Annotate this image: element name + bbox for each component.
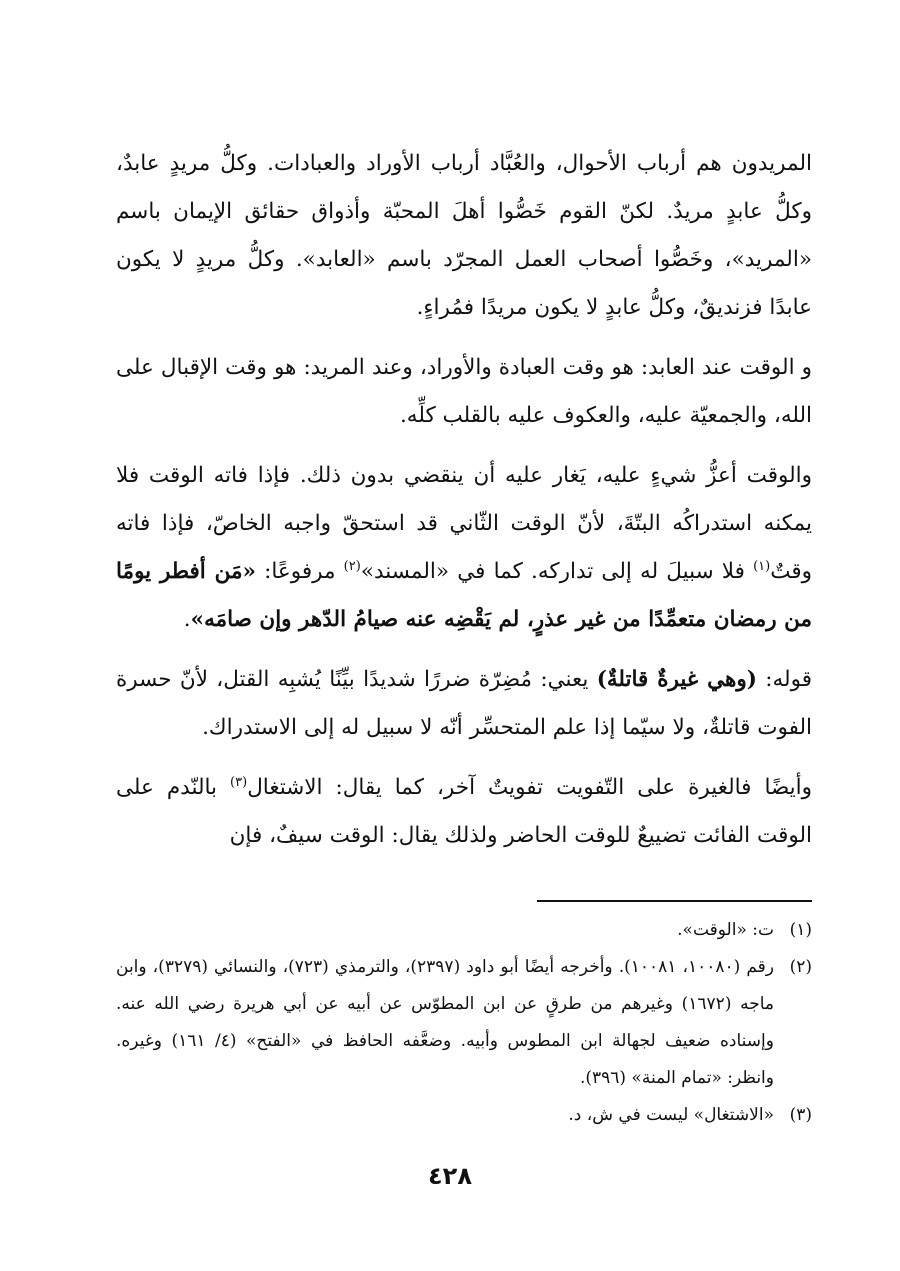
footnote-1 [116,912,812,949]
footnote-1-number: (١) [789,920,812,940]
paragraph-5 [116,764,812,860]
footnote-divider [537,900,812,902]
paragraph-3 [116,452,812,644]
paragraph-3-text-a: والوقت أعزُّ شيءٍ عليه، يَغار عليه أن ينقضي بدون ذلك. فإذا فاته الوقت فلا يمكنه استدراكُه البتّةَ، لأنّ الوقت الثّاني قد استحقّ واجبه الخاصّ، فإذا فاته وقتٌ [116,463,812,584]
footnote-3 [116,1097,812,1134]
footnote-ref-2[interactable]: (٢) [343,559,361,574]
footnote-ref-3[interactable]: (٣) [230,775,248,790]
footnotes-section [116,912,812,1134]
paragraph-4-text: يعني: مُضِرّة ضررًا شديدًا بيِّنًا يُشبِه القتل، لأنّ حسرة الفوت قاتلةٌ، ولا سيّما إذا علم المتحسِّر أنّه لا سبيل له إلى الاستدراك. [116,667,812,740]
paragraph-2 [116,344,812,440]
quoted-phrase: (وهي غيرةٌ قاتلةٌ) [596,667,757,692]
page-number: ٤٢٨ [428,1162,472,1190]
paragraph-3-end: . [183,607,191,632]
paragraph-1 [116,140,812,332]
footnote-2-text: رقم (١٠٠٨٠، ١٠٠٨١). وأخرجه أيضًا أبو داود (٢٣٩٧)، والترمذي (٧٢٣)، والنسائي (٣٢٧٩)، وابن ماجه (١٦٧٢) وغيرهم من طرقٍ عن ابن المطوّس عن أبيه عن أبي هريرة رضي الله عنه. وإسناده ضعيف لجهالة ابن المطوس وأبيه. وضعَّفه الحافظ في «الفتح» (٤/ ١٦١) وغيره. وانظر: «تمام المنة» (٣٩٦). [116,957,774,1088]
paragraph-4-lead: قوله: [756,667,812,692]
paragraph-1-text: المريدون هم أرباب الأحوال، والعُبَّاد أرباب الأوراد والعبادات. وكلُّ مريدٍ عابدٌ، وكلُّ عابدٍ مريدٌ. لكنّ القوم خَصُّوا أهلَ المحبّة وأذواق حقائق الإيمان باسم «المريد»، وخَصُّوا أصحاب العمل المجرّد باسم «العابد». وكلُّ مريدٍ لا يكون عابدًا فزنديقٌ، وكلُّ عابدٍ لا يكون مريدًا فمُراءٍ. [116,151,812,320]
paragraph-2-text: و الوقت عند العابد: هو وقت العبادة والأوراد، وعند المريد: هو وقت الإقبال على الله، والجمعيّة عليه، والعكوف عليه بالقلب كلِّه. [116,355,812,428]
footnote-2 [116,949,812,1097]
paragraph-3-text-c: مرفوعًا: [255,559,344,584]
footnote-1-text: ت: «الوقت». [677,920,774,940]
paragraph-4 [116,656,812,752]
page-body [116,140,812,1125]
hadith-quote: «مَن أفطر يومًا من رمضان متعمِّدًا من غير عذرٍ، لم يَقْضِه عنه صيامُ الدّهر وإن صامَه» [116,559,812,632]
paragraph-5-text-b: بالنّدم على الوقت الفائت تضييعٌ للوقت الحاضر ولذلك يقال: الوقت سيفٌ، فإن [116,775,812,848]
paragraph-3-text-b: فلا سبيلَ له إلى تداركه. كما في «المسند» [360,559,754,584]
footnote-2-number: (٢) [789,957,812,977]
paragraph-5-text-a: وأيضًا فالغيرة على التّفويت تفويتٌ آخر، كما يقال: الاشتغال [247,775,812,800]
footnote-ref-1[interactable]: (١) [753,559,771,574]
footnote-3-text: «الاشتغال» ليست في ش، د. [568,1105,774,1125]
footnote-3-number: (٣) [789,1105,812,1125]
